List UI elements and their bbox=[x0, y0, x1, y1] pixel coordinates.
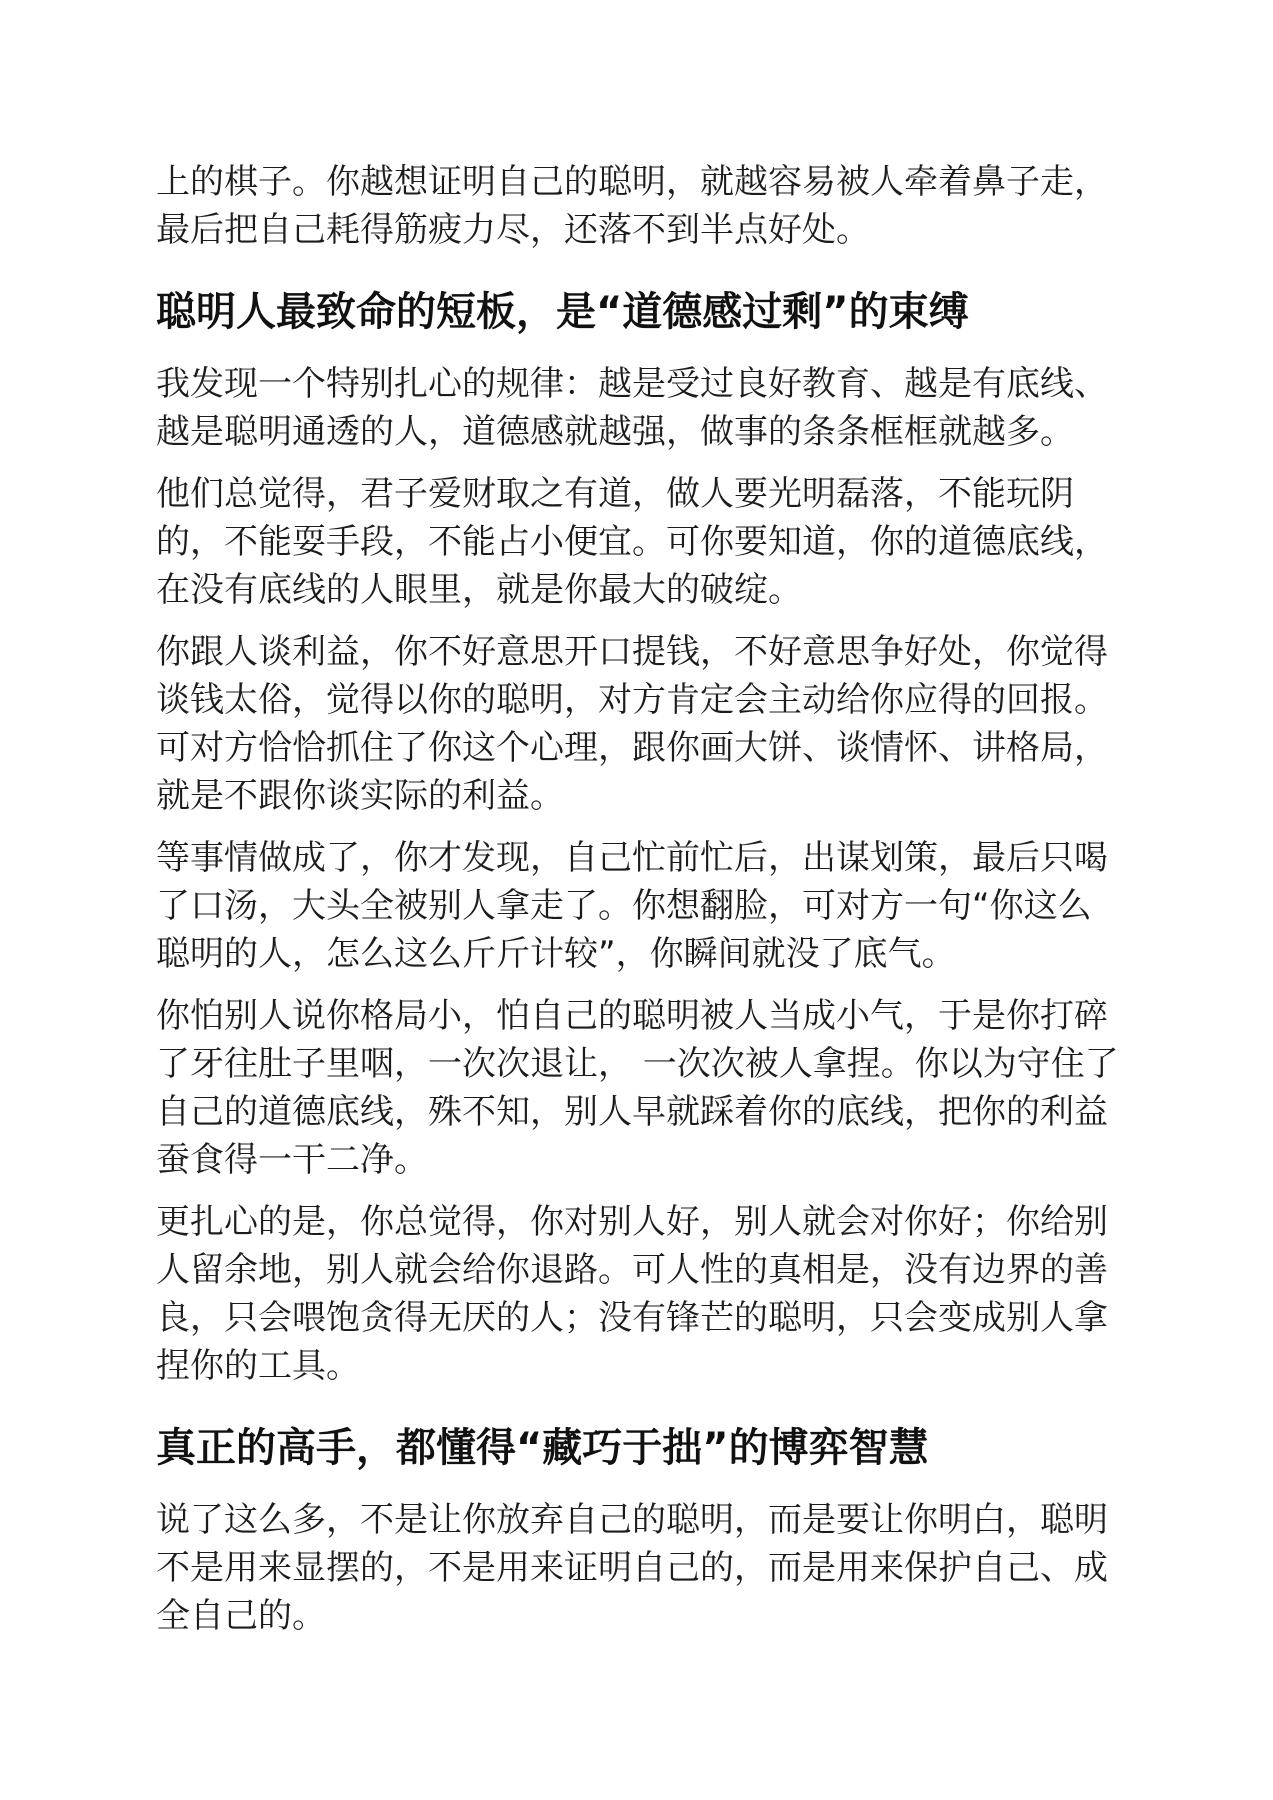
paragraph-line: 谈钱太俗，觉得以你的聪明，对方肯定会主动给你应得的回报。 bbox=[156, 680, 1108, 720]
paragraph-line: 上的棋子。你越想证明自己的聪明，就越容易被人牵着鼻子走， bbox=[156, 162, 1108, 202]
paragraph-line: 最后把自己耗得筋疲力尽，还落不到半点好处。 bbox=[156, 210, 870, 250]
paragraph-line: 说了这么多，不是让你放弃自己的聪明，而是要让你明白，聪明 bbox=[156, 1500, 1108, 1540]
paragraph bbox=[156, 360, 1273, 456]
paragraph bbox=[156, 834, 1273, 978]
paragraph-line: 越是聪明通透的人，道德感就越强，做事的条条框框就越多。 bbox=[156, 412, 1074, 452]
paragraph bbox=[156, 470, 1273, 614]
paragraph-line: 更扎心的是，你总觉得，你对别人好，别人就会对你好；你给别 bbox=[156, 1202, 1108, 1242]
paragraph-line: 聪明的人，怎么这么斤斤计较”，你瞬间就没了底气。 bbox=[156, 934, 956, 974]
paragraph bbox=[156, 158, 1273, 254]
paragraph-line: 了口汤，大头全被别人拿走了。你想翻脸，可对方一句“你这么 bbox=[156, 886, 1092, 926]
paragraph bbox=[156, 1496, 1273, 1640]
paragraph-line: 人留余地，别人就会给你退路。可人性的真相是，没有边界的善 bbox=[156, 1250, 1108, 1290]
paragraph-line: 蚕食得一干二净。 bbox=[156, 1140, 428, 1180]
section-heading: 聪明人最致命的短板，是“道德感过剩”的束缚 bbox=[156, 289, 969, 335]
paragraph-line: 可对方恰恰抓住了你这个心理，跟你画大饼、谈情怀、讲格局， bbox=[156, 728, 1108, 768]
paragraph-line: 你怕别人说你格局小，怕自己的聪明被人当成小气，于是你打碎 bbox=[156, 996, 1108, 1036]
paragraph bbox=[156, 628, 1273, 820]
paragraph-line: 就是不跟你谈实际的利益。 bbox=[156, 776, 564, 816]
paragraph-line: 他们总觉得，君子爱财取之有道，做人要光明磊落，不能玩阴 bbox=[156, 474, 1074, 514]
paragraph-line: 自己的道德底线，殊不知，别人早就踩着你的底线，把你的利益 bbox=[156, 1092, 1108, 1132]
paragraph-line: 捏你的工具。 bbox=[156, 1346, 360, 1386]
paragraph-line: 你跟人谈利益，你不好意思开口提钱，不好意思争好处，你觉得 bbox=[156, 632, 1108, 672]
paragraph-line: 不是用来显摆的，不是用来证明自己的，而是用来保护自己、成 bbox=[156, 1548, 1108, 1588]
paragraph-line: 的，不能耍手段，不能占小便宜。可你要知道，你的道德底线， bbox=[156, 522, 1108, 562]
paragraph-line: 我发现一个特别扎心的规律：越是受过良好教育、越是有底线、 bbox=[156, 364, 1108, 404]
paragraph bbox=[156, 992, 1273, 1184]
paragraph-line: 全自己的。 bbox=[156, 1596, 326, 1636]
paragraph-line: 等事情做成了，你才发现，自己忙前忙后，出谋划策，最后只喝 bbox=[156, 838, 1108, 878]
paragraph-line: 在没有底线的人眼里，就是你最大的破绽。 bbox=[156, 570, 802, 610]
paragraph-line: 了牙往肚子里咽，一次次退让， 一次次被人拿捏。你以为守住了 bbox=[156, 1044, 1119, 1084]
section-heading: 真正的高手，都懂得“藏巧于拙”的博弈智慧 bbox=[156, 1425, 929, 1471]
paragraph-line: 良，只会喂饱贪得无厌的人；没有锋芒的聪明，只会变成别人拿 bbox=[156, 1298, 1108, 1338]
paragraph bbox=[156, 1198, 1273, 1390]
